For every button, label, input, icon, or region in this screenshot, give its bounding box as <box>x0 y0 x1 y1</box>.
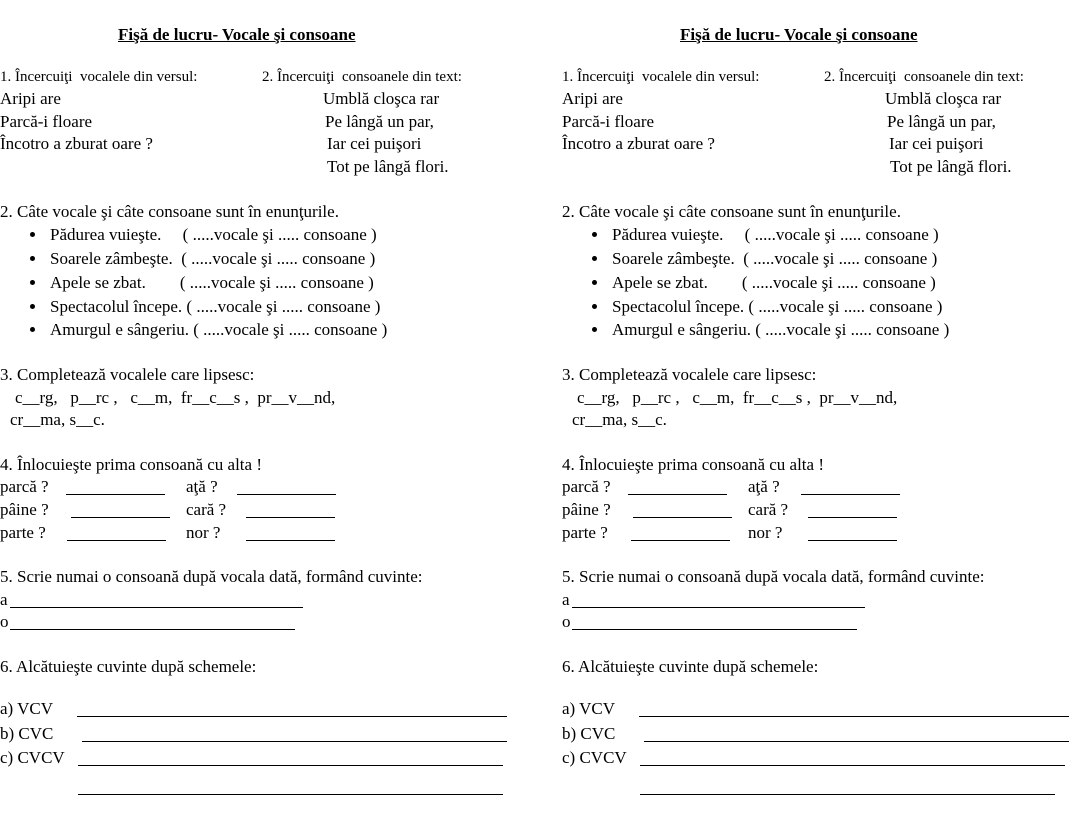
list-item: Soarele zâmbeşte. ( .....vocale şi ..... consoane ) <box>50 249 376 268</box>
word-prompt: parcă ? <box>0 477 49 496</box>
answer-line[interactable] <box>640 765 1065 766</box>
scheme-label: c) CVCV <box>562 748 627 767</box>
vowel-label: a <box>562 590 570 609</box>
bullet-icon <box>30 280 35 285</box>
text-line: Iar cei puişori <box>889 134 984 153</box>
word-prompt: pâine ? <box>0 500 49 519</box>
list-item: Soarele zâmbeşte. ( .....vocale şi ..... consoane ) <box>612 249 938 268</box>
exercise-2-heading: 2. Câte vocale şi câte consoane sunt în enunţurile. <box>0 202 339 221</box>
answer-line[interactable] <box>71 517 170 518</box>
word-prompt: cară ? <box>748 500 789 519</box>
scheme-label: b) CVC <box>562 724 616 743</box>
text-line: Umblă cloşca rar <box>323 89 440 108</box>
verse-line: Parcă-i floare <box>562 112 655 131</box>
answer-line[interactable] <box>78 765 503 766</box>
answer-line[interactable] <box>644 741 1069 742</box>
answer-line[interactable] <box>67 540 166 541</box>
answer-line[interactable] <box>66 494 165 495</box>
answer-line[interactable] <box>77 716 507 717</box>
scheme-label: a) VCV <box>0 699 54 718</box>
answer-line[interactable] <box>237 494 336 495</box>
exercise-5-heading: 5. Scrie numai o consoană după vocala dată, formând cuvinte: <box>562 567 985 586</box>
list-item: Amurgul e sângeriu. ( .....vocale şi ..... consoane ) <box>50 320 388 339</box>
answer-line[interactable] <box>10 629 295 630</box>
exercise-6-heading: 6. Alcătuieşte cuvinte după schemele: <box>562 657 819 676</box>
scheme-label: a) VCV <box>562 699 616 718</box>
exercise-1-heading: 1. Încercuiţi vocalele din versul: <box>562 69 760 85</box>
word-prompt: parte ? <box>562 523 608 542</box>
exercise-2-heading: 2. Câte vocale şi câte consoane sunt în enunţurile. <box>562 202 901 221</box>
bullet-icon <box>30 232 35 237</box>
bullet-icon <box>592 304 597 309</box>
bullet-icon <box>30 304 35 309</box>
verse-line: Aripi are <box>0 89 61 108</box>
worksheet-title: Fişă de lucru- Vocale şi consoane <box>118 25 356 44</box>
missing-vowels-line: cr__ma, s__c. <box>10 410 105 429</box>
answer-line[interactable] <box>78 794 503 795</box>
worksheet-title: Fişă de lucru- Vocale şi consoane <box>680 25 918 44</box>
list-item: Spectacolul începe. ( .....vocale şi ..... consoane ) <box>50 297 381 316</box>
text-line: Iar cei puişori <box>327 134 422 153</box>
exercise-1-heading: 1. Încercuiţi vocalele din versul: <box>0 69 198 85</box>
exercise-4-heading: 4. Înlocuieşte prima consoană cu alta ! <box>0 455 262 474</box>
word-prompt: parcă ? <box>562 477 611 496</box>
verse-line: Aripi are <box>562 89 623 108</box>
word-prompt: cară ? <box>186 500 227 519</box>
text-line: Tot pe lângă flori. <box>890 157 1012 176</box>
verse-line: Parcă-i floare <box>0 112 93 131</box>
exercise-5-heading: 5. Scrie numai o consoană după vocala dată, formând cuvinte: <box>0 567 423 586</box>
answer-line[interactable] <box>633 517 732 518</box>
exercise-6-heading: 6. Alcătuieşte cuvinte după schemele: <box>0 657 257 676</box>
missing-vowels-line: c__rg, p__rc , c__m, fr__c__s , pr__v__nd, <box>15 388 336 407</box>
verse-line: Încotro a zburat oare ? <box>562 134 715 153</box>
answer-line[interactable] <box>801 494 900 495</box>
exercise-2-heading: 2. Încercuiţi consoanele din text: <box>262 69 462 85</box>
list-item: Pădurea vuieşte. ( .....vocale şi ..... consoane ) <box>612 225 939 244</box>
answer-line[interactable] <box>639 716 1069 717</box>
answer-line[interactable] <box>572 607 865 608</box>
bullet-icon <box>592 327 597 332</box>
missing-vowels-line: c__rg, p__rc , c__m, fr__c__s , pr__v__nd, <box>577 388 898 407</box>
answer-line[interactable] <box>640 794 1055 795</box>
bullet-icon <box>30 327 35 332</box>
answer-line[interactable] <box>808 517 897 518</box>
bullet-icon <box>30 256 35 261</box>
vowel-label: o <box>562 612 571 631</box>
exercise-3-heading: 3. Completează vocalele care lipsesc: <box>562 365 817 384</box>
word-prompt: nor ? <box>186 523 221 542</box>
scheme-label: c) CVCV <box>0 748 65 767</box>
word-prompt: pâine ? <box>562 500 611 519</box>
word-prompt: aţă ? <box>186 477 218 496</box>
text-line: Pe lângă un par, <box>887 112 996 131</box>
list-item: Amurgul e sângeriu. ( .....vocale şi ..... consoane ) <box>612 320 950 339</box>
answer-line[interactable] <box>628 494 727 495</box>
answer-line[interactable] <box>246 517 335 518</box>
bullet-icon <box>592 256 597 261</box>
vowel-label: a <box>0 590 8 609</box>
exercise-4-heading: 4. Înlocuieşte prima consoană cu alta ! <box>562 455 824 474</box>
verse-line: Încotro a zburat oare ? <box>0 134 153 153</box>
text-line: Pe lângă un par, <box>325 112 434 131</box>
exercise-2-heading: 2. Încercuiţi consoanele din text: <box>824 69 1024 85</box>
worksheet-right <box>562 0 1074 813</box>
answer-line[interactable] <box>631 540 730 541</box>
answer-line[interactable] <box>572 629 857 630</box>
text-line: Umblă cloşca rar <box>885 89 1002 108</box>
answer-line[interactable] <box>10 607 303 608</box>
list-item: Pădurea vuieşte. ( .....vocale şi ..... consoane ) <box>50 225 377 244</box>
word-prompt: nor ? <box>748 523 783 542</box>
missing-vowels-line: cr__ma, s__c. <box>572 410 667 429</box>
scheme-label: b) CVC <box>0 724 54 743</box>
word-prompt: aţă ? <box>748 477 780 496</box>
bullet-icon <box>592 232 597 237</box>
answer-line[interactable] <box>82 741 507 742</box>
text-line: Tot pe lângă flori. <box>327 157 449 176</box>
bullet-icon <box>592 280 597 285</box>
answer-line[interactable] <box>246 540 335 541</box>
vowel-label: o <box>0 612 9 631</box>
answer-line[interactable] <box>808 540 897 541</box>
list-item: Apele se zbat. ( .....vocale şi ..... consoane ) <box>612 273 936 292</box>
word-prompt: parte ? <box>0 523 46 542</box>
exercise-3-heading: 3. Completează vocalele care lipsesc: <box>0 365 255 384</box>
list-item: Spectacolul începe. ( .....vocale şi ..... consoane ) <box>612 297 943 316</box>
list-item: Apele se zbat. ( .....vocale şi ..... consoane ) <box>50 273 374 292</box>
